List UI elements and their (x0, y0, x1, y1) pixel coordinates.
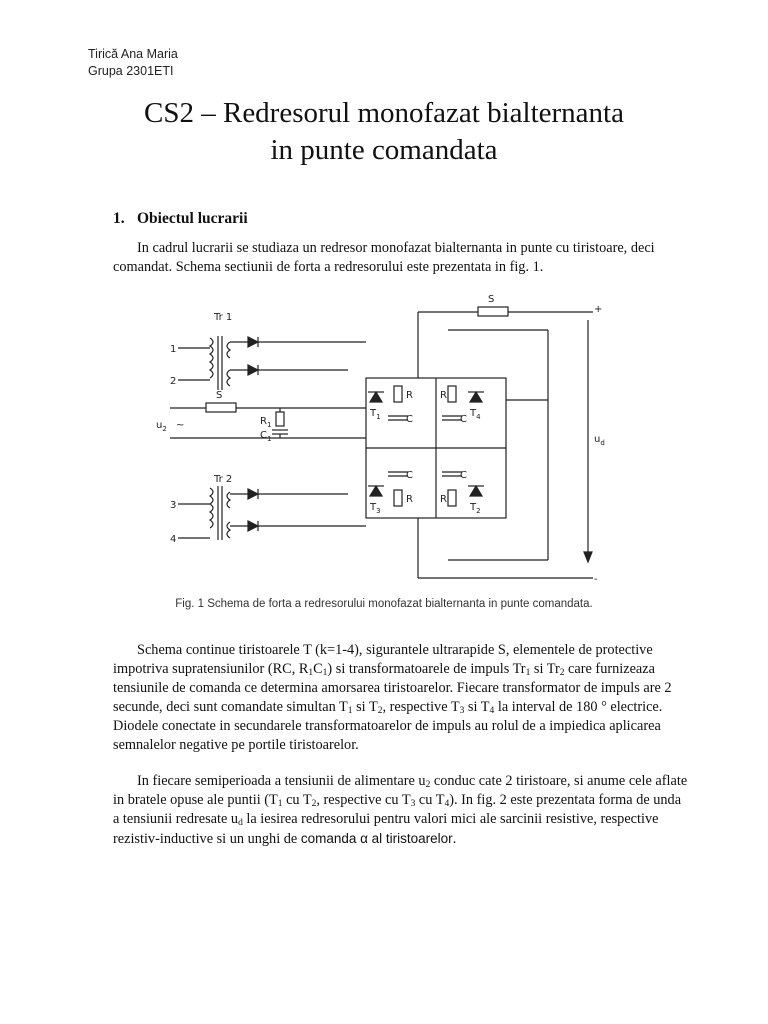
label-plus: + (594, 304, 603, 315)
section-title: Obiectul lucrarii (137, 210, 248, 227)
label-tr2: Tr 2 (214, 474, 233, 485)
page-title (60, 95, 708, 169)
label-c-top-left: C (406, 414, 413, 425)
label-t2: $T_2$ (470, 502, 481, 515)
label-terminal-2: 2 (170, 376, 177, 387)
label-c-top-right: C (460, 414, 467, 425)
paragraph-3: In fiecare semiperioada a tensiunii de alimentare $u_2$ conduc cate 2 tiristoare, si anume cele aflate in bratele opuse ale puntii ($T_1$ cu $T_2$, respective cu $T_3$ cu $T_4$). In fig. 2 este prezentata forma de unda a tensiunii redresate $u_d$ la iesirea redresorului pentru valori mici ale sarcinii resistive, respective rezistiv-inductive si un unghi de comanda α al tiristoarelor. (113, 773, 688, 847)
circuit-diagram (148, 290, 608, 590)
author-name: Tirică Ana Maria (88, 47, 178, 61)
label-terminal-3: 3 (170, 500, 177, 511)
label-c1: $C_1$ (260, 430, 272, 443)
label-terminal-4: 4 (170, 534, 177, 545)
label-terminal-1: 1 (170, 344, 177, 355)
title-line-1: CS2 – Redresorul monofazat bialternanta (144, 97, 624, 129)
paragraph-1 (113, 239, 688, 277)
circuit-figure (148, 290, 608, 590)
label-fuse-top: S (488, 294, 495, 305)
label-r-top-left: R (406, 390, 413, 401)
label-c-bottom-left: C (406, 470, 413, 481)
label-r1: $R_1$ (260, 416, 272, 429)
section-heading (113, 210, 248, 228)
label-t3: $T_3$ (370, 502, 381, 515)
paragraph-2: Schema continue tiristoarele T (k=1-4), sigurantele ultrarapide S, elementele de protective impotriva supratensiunilor (RC, $R_1C_1$) si transformatoarele de impuls $Tr_1$ si $Tr_2$ care furnizeaza tensiunile de comanda ce determina amorsarea tiristoarelor. Fiecare transformator de impuls are 2 secunde, deci sunt comandate simultan $T_1$ si $T_2$, respective $T_3$ si $T_4$ la interval de 180 ° electrice. Diodele conectate in secundarele transformatoarelor de impuls au rolul de a impiedica aplicarea semnalelor negative pe portile tiristoarelor. (113, 642, 672, 753)
figure-caption: Fig. 1 Schema de forta a redresorului monofazat bialternanta in punte comandata. (175, 598, 593, 610)
label-r-bottom-left: R (406, 494, 413, 505)
label-fuse-input: S (216, 390, 223, 401)
title-line-2: in punte comandata (270, 134, 498, 166)
label-r-top-right: R (440, 390, 447, 401)
fuse-top (478, 307, 508, 316)
label-c-bottom-right: C (460, 470, 467, 481)
paragraph-1-text: In cadrul lucrarii se studiaza un redresor monofazat bialternanta in punte cu tiristoare, deci comandat. Schema sectiunii de forta a redresorului este prezentata in fig. 1. (113, 240, 655, 275)
label-minus: - (594, 574, 598, 585)
label-ud: $u_d$ (594, 434, 605, 447)
section-number: 1. (113, 210, 125, 227)
label-u2: $u_2$ (156, 420, 167, 433)
document-header (88, 46, 178, 80)
label-tilde: ~ (176, 420, 185, 431)
label-r-bottom-right: R (440, 494, 447, 505)
label-tr1: Tr 1 (214, 312, 233, 323)
label-t4: $T_4$ (470, 408, 481, 421)
label-t1: $T_1$ (370, 408, 381, 421)
group-name: Grupa 2301ETI (88, 64, 174, 78)
